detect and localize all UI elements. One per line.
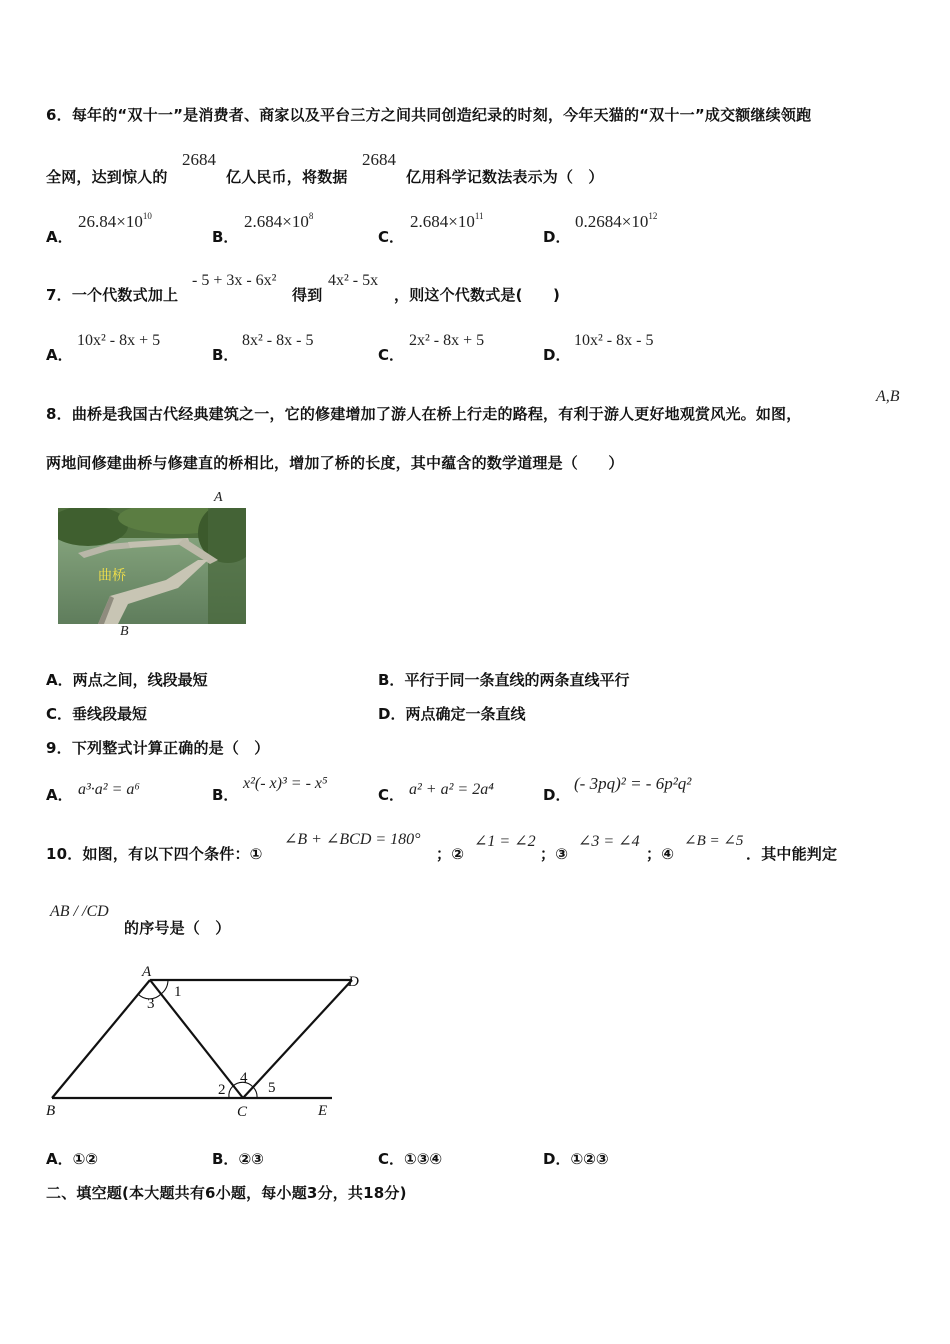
q10-sep-4: ；④ [646, 845, 675, 863]
q8-photo-point-b: B [120, 624, 129, 639]
angle-1-label: 1 [174, 984, 182, 1000]
q6-stem-line2c: 亿用科学记数法表示为（ ） [406, 168, 604, 186]
q6-option-b-value: $2.684\times 10^8$ [244, 211, 314, 231]
q9-option-d-label: D． [543, 786, 571, 804]
q6-number-2: 2684 [362, 150, 396, 169]
q7-option-d-label: D． [543, 346, 571, 364]
q10-option-b: B．②③ [212, 1150, 264, 1168]
q7-option-b-label: B． [212, 346, 239, 364]
q10-parallel-ab-cd: AB / /CD [50, 903, 109, 920]
q8-points-ab: A,B [876, 388, 900, 405]
q9-option-d-expr: (- 3pq)² = - 6p²q² [574, 774, 692, 793]
angle-5-label: 5 [268, 1080, 276, 1096]
q10-condition-1: ∠B + ∠BCD = 180° [284, 831, 421, 848]
angle-3-label: 3 [147, 996, 155, 1012]
q9-option-c-label: C． [378, 786, 405, 804]
bridge-photo [58, 508, 246, 624]
q10-condition-2: ∠1 = ∠2 [474, 833, 536, 850]
q6-stem-line1: 6．每年的“双十一”是消费者、商家以及平台三方之间共同创造纪录的时刻，今年天猫的“双十一”成交额继续领跑 [46, 106, 812, 124]
q8-option-c: C．垂线段最短 [46, 705, 148, 723]
q7-stem-a: 7．一个代数式加上 [46, 286, 179, 304]
q10-condition-3: ∠3 = ∠4 [578, 833, 640, 850]
q6-option-a-value: $26.84\times 10^{10}$ [78, 211, 152, 231]
point-d-label: D [348, 974, 359, 990]
q6-number-1: 2684 [182, 150, 216, 169]
q7-option-c-expr: 2x² - 8x + 5 [409, 332, 485, 349]
q9-option-b-expr: x²(- x)³ = - x⁵ [243, 775, 328, 792]
line-ab [52, 980, 150, 1098]
q8-stem-line1: 8．曲桥是我国古代经典建筑之一，它的修建增加了游人在桥上行走的路程，有利于游人更好地观赏风光。如图， [46, 405, 802, 423]
q10-stem-intro: 10．如图，有以下四个条件：① [46, 845, 263, 863]
q10-option-c: C．①③④ [378, 1150, 443, 1168]
q6-option-d-label: D． [543, 228, 571, 246]
q10-stem-2: 的序号是（ ） [124, 919, 231, 937]
q6-option-c-label: C． [378, 228, 405, 246]
q10-condition-4: ∠B = ∠5 [684, 833, 744, 849]
q6-stem-line2a: 全网，达到惊人的 [46, 168, 168, 186]
q9-option-a-label: A． [46, 786, 73, 804]
angle-2-label: 2 [218, 1082, 226, 1098]
q6-option-d-value: $0.2684\times 10^{12}$ [575, 211, 658, 231]
point-b-label: B [46, 1103, 56, 1119]
section-2-heading: 二、填空题(本大题共有6小题，每小题3分，共18分) [46, 1184, 407, 1202]
point-a-label: A [142, 964, 152, 980]
angle-5-arc [253, 1087, 257, 1098]
q6-stem-line2b: 亿人民币，将数据 [226, 168, 348, 186]
q9-option-c-expr: a² + a² = 2a⁴ [409, 781, 494, 798]
q8-stem-line2: 两地间修建曲桥与修建直的桥相比，增加了桥的长度，其中蕴含的数学道理是（ ） [46, 454, 624, 472]
q7-option-c-label: C． [378, 346, 405, 364]
q7-expr-2: 4x² - 5x [328, 272, 379, 289]
q7-stem-c: ，则这个代数式是( ) [394, 286, 561, 304]
q9-option-a-expr: a³·a² = a⁶ [78, 781, 140, 798]
q7-option-b-expr: 8x² - 8x - 5 [242, 332, 314, 349]
bridge-photo-label: 曲桥 [98, 568, 126, 584]
q7-option-a-label: A． [46, 346, 73, 364]
q7-option-a-expr: 10x² - 8x + 5 [77, 332, 161, 349]
q10-option-a: A．①② [46, 1150, 99, 1168]
q7-stem-b: 得到 [292, 286, 323, 304]
q7-expr-1: - 5 + 3x - 6x² [192, 272, 277, 289]
point-c-label: C [237, 1104, 248, 1120]
q10-stem-tail: ．其中能判定 [746, 845, 838, 863]
line-ac [150, 980, 243, 1098]
q10-sep-3: ；③ [540, 845, 569, 863]
angle-2-arc [229, 1086, 233, 1098]
q8-option-b: B．平行于同一条直线的两条直线平行 [378, 671, 630, 689]
q8-option-a: A．两点之间，线段最短 [46, 671, 208, 689]
q8-option-d: D．两点确定一条直线 [378, 705, 526, 723]
q10-option-d: D．①②③ [543, 1150, 609, 1168]
q8-photo-point-a: A [214, 490, 223, 505]
q6-option-b-label: B． [212, 228, 239, 246]
angle-4-label: 4 [240, 1070, 248, 1086]
q9-option-b-label: B． [212, 786, 239, 804]
q10-geometry-figure [40, 958, 370, 1124]
q6-option-c-value: $2.684\times 10^{11}$ [410, 211, 484, 231]
q9-stem: 9．下列整式计算正确的是（ ） [46, 739, 270, 757]
q7-option-d-expr: 10x² - 8x - 5 [574, 332, 654, 349]
point-e-label: E [318, 1103, 328, 1119]
q10-sep-2: ；② [436, 845, 465, 863]
q6-option-a-label: A． [46, 228, 73, 246]
line-cd [243, 980, 352, 1098]
angle-1-arc [161, 980, 168, 994]
